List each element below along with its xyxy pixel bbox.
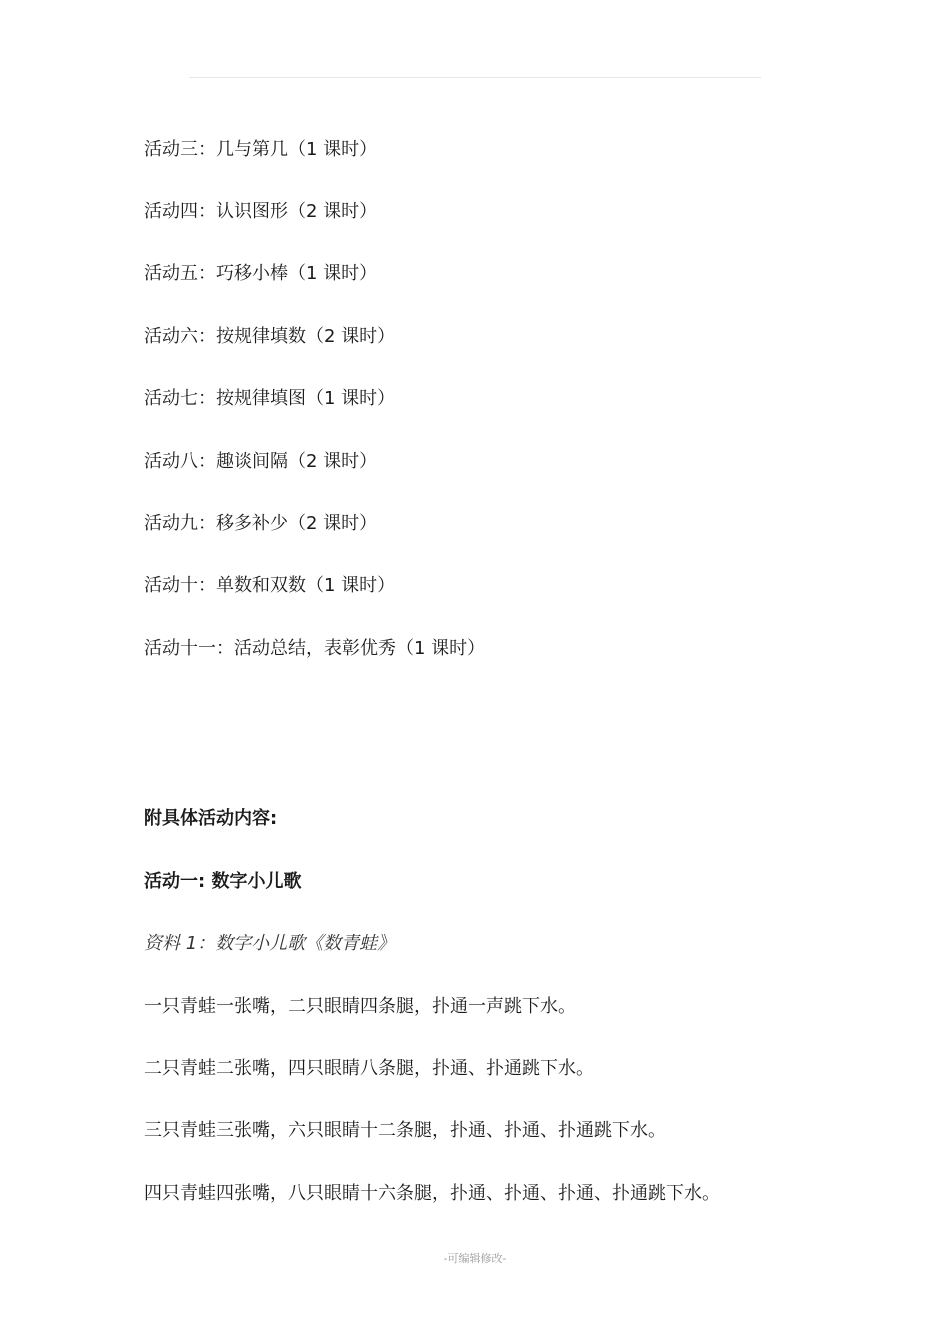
schedule-item-10: 活动十：单数和双数（1 课时） [144, 575, 396, 596]
material-title: 资料 1：数字小儿歌《数青蛙》 [144, 933, 396, 954]
schedule-item-3: 活动三：几与第几（1 课时） [144, 139, 378, 160]
verse-4: 四只青蛙四张嘴，八只眼睛十六条腿，扑通、扑通、扑通、扑通跳下水。 [144, 1183, 720, 1204]
appendix-heading: 附具体活动内容: [144, 808, 278, 829]
schedule-item-8: 活动八：趣谈间隔（2 课时） [144, 451, 378, 472]
page-footer: -可编辑修改- [443, 1252, 507, 1265]
schedule-item-7: 活动七：按规律填图（1 课时） [144, 388, 396, 409]
header-divider [189, 77, 761, 78]
verse-1: 一只青蛙一张嘴，二只眼睛四条腿，扑通一声跳下水。 [144, 996, 576, 1017]
schedule-item-9: 活动九：移多补少（2 课时） [144, 513, 378, 534]
verse-2: 二只青蛙二张嘴，四只眼睛八条腿，扑通、扑通跳下水。 [144, 1058, 594, 1079]
verse-3: 三只青蛙三张嘴，六只眼睛十二条腿，扑通、扑通、扑通跳下水。 [144, 1120, 666, 1141]
schedule-item-11: 活动十一：活动总结，表彰优秀（1 课时） [144, 638, 486, 659]
schedule-item-4: 活动四：认识图形（2 课时） [144, 201, 378, 222]
schedule-item-5: 活动五：巧移小棒（1 课时） [144, 263, 378, 284]
activity-one-title: 活动一: 数字小儿歌 [144, 871, 302, 892]
schedule-item-6: 活动六：按规律填数（2 课时） [144, 326, 396, 347]
